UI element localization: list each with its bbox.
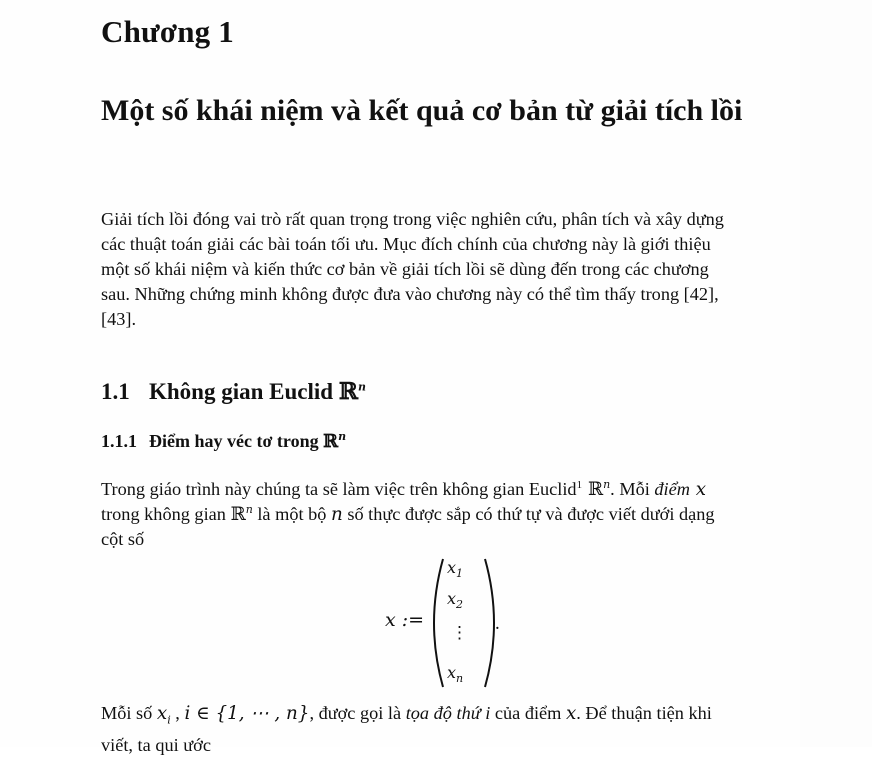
equation-lhs: x := [385, 609, 425, 631]
subsection-heading [101, 431, 346, 452]
body-text: của điểm [490, 703, 566, 723]
section-heading [101, 378, 366, 405]
body-text: , [170, 703, 185, 723]
body-line-2 [101, 502, 787, 527]
page-margin [800, 0, 872, 747]
chapter-title: Một số khái niệm và kết quả cơ bản từ giải tích lồi [101, 94, 743, 127]
body-text: . Mỗi [610, 479, 655, 499]
section-title: Không gian Euclid [149, 379, 334, 404]
section-sup: n [357, 380, 366, 394]
body-paragraph [101, 477, 787, 552]
equation-period: . [495, 613, 500, 634]
intro-line: Giải tích lồi đóng vai trò rất quan trọng trong việc nghiên cứu, phân tích và xây dựng [101, 209, 724, 229]
intro-paragraph [101, 207, 787, 332]
math-condition: i ∈ {1, ⋯ , n} [184, 703, 310, 724]
subsection-title: Điểm hay véc tơ trong [149, 431, 319, 451]
matrix-entry: $x_1$ [447, 558, 464, 581]
intro-line: các thuật toán giải các bài toán tối ưu. Mục đích chính của chương này là giới thiệu [101, 234, 711, 254]
section-number: 1.1 [101, 379, 130, 404]
chapter-label: Chương 1 [101, 14, 234, 49]
matrix-entry: $x_n$ [447, 663, 464, 686]
subsection-symbol: ℝ [323, 431, 339, 452]
math-var: x [565, 703, 577, 724]
body-line-3: cột số [101, 529, 145, 549]
after-paragraph [101, 701, 787, 758]
after-line-1 [101, 701, 787, 733]
matrix-entry: $x_2$ [447, 589, 464, 612]
math-var: x [689, 479, 707, 500]
body-line-1 [101, 477, 787, 502]
emphasis-text: tọa độ thứ i [405, 703, 491, 723]
space-sup: n [245, 502, 253, 516]
body-text: Mỗi số [101, 703, 157, 723]
footnote-mark: 1 [576, 478, 583, 491]
column-vector-equation [385, 555, 515, 691]
subsection-sup: n [338, 430, 347, 443]
subsection-number: 1.1.1 [101, 431, 137, 451]
math-sub: i [167, 713, 171, 727]
body-text: trong không gian [101, 504, 231, 524]
math-var: x [156, 703, 168, 724]
body-text: Trong giáo trình này chúng ta sẽ làm việc trên không gian Euclid [101, 479, 577, 499]
emphasis-text: điểm [654, 479, 690, 499]
matrix-vdots: ⋮ [451, 623, 468, 643]
after-line-2: viết, ta qui ước [101, 734, 211, 755]
section-symbol: ℝ [338, 378, 358, 405]
body-text: , được gọi là [309, 703, 406, 723]
space-sup: n [603, 477, 611, 491]
body-text: là một bộ [252, 504, 331, 524]
intro-line: [43]. [101, 309, 137, 329]
body-text: số thực được sắp có thứ tự và được viết dưới dạng [342, 504, 715, 524]
space-symbol: ℝ [582, 479, 604, 500]
intro-line: sau. Những chứng minh không được đưa vào chương này có thể tìm thấy trong [42], [101, 284, 719, 304]
space-symbol: ℝ [230, 504, 246, 525]
math-var: n [330, 504, 343, 525]
body-text: . Để thuận tiện khi [576, 703, 712, 723]
intro-line: một số khái niệm và kiến thức cơ bản về giải tích lồi sẽ dùng đến trong các chương [101, 259, 709, 279]
